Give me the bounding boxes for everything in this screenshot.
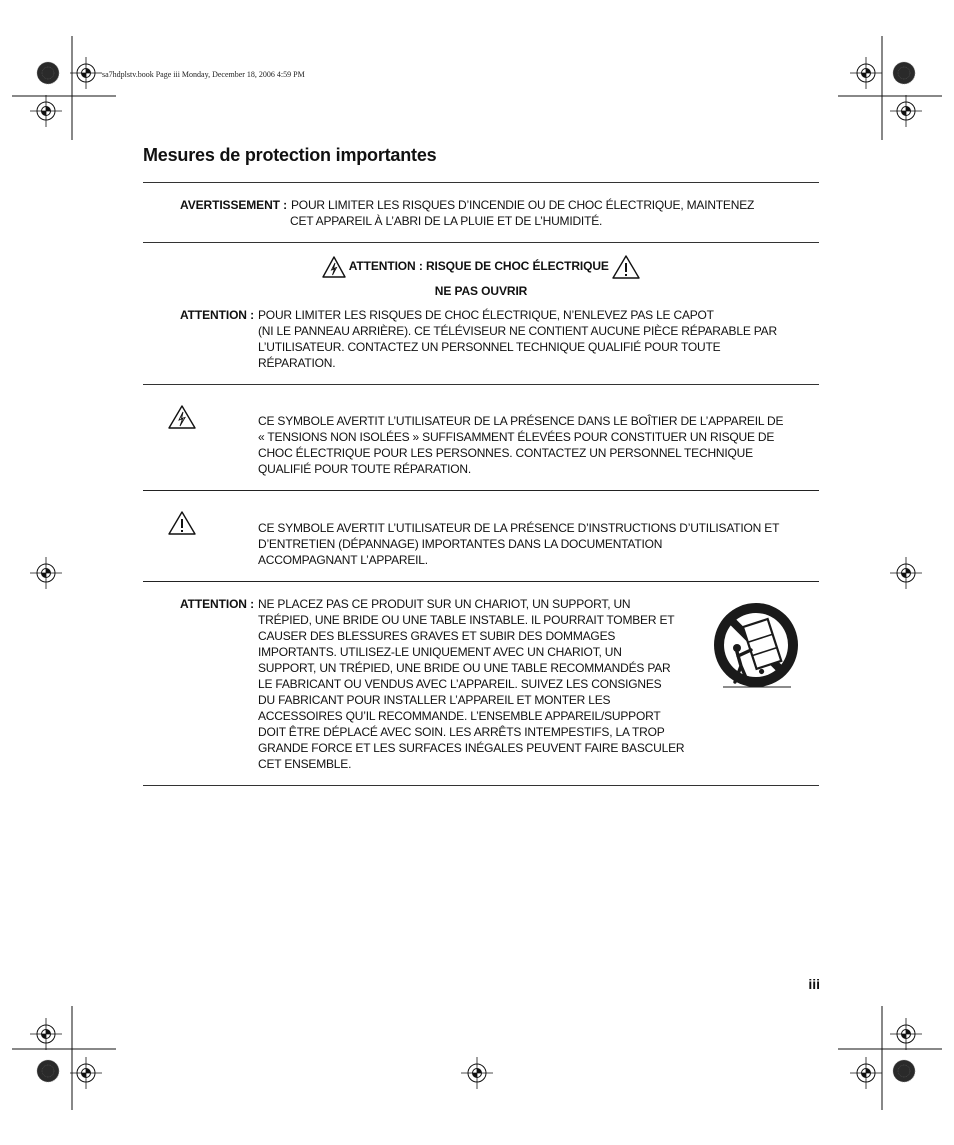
lightning-triangle-icon	[168, 405, 196, 429]
divider	[143, 785, 819, 786]
caution-cart-line: IMPORTANTS. UTILISEZ-LE UNIQUEMENT AVEC UN CHARIOT, UN	[258, 645, 622, 659]
lightning-symbol-line: « TENSIONS NON ISOLÉES » SUFFISAMMENT ÉLEVÉES POUR CONSTITUER UN RISQUE DE	[258, 430, 775, 444]
warning-line: POUR LIMITER LES RISQUES D’INCENDIE OU DE CHOC ÉLECTRIQUE, MAINTENEZ	[291, 198, 755, 212]
shock-notice-heading	[143, 255, 819, 279]
warning-label: AVERTISSEMENT :	[180, 198, 287, 212]
divider	[143, 581, 819, 582]
lightning-triangle-icon	[322, 256, 346, 278]
lightning-symbol-line: CE SYMBOLE AVERTIT L’UTILISATEUR DE LA PRÉSENCE DANS LE BOÎTIER DE L’APPAREIL DE	[258, 414, 784, 428]
caution-cart-line: CAUSER DES BLESSURES GRAVES ET SUBIR DES DOMMAGES	[258, 629, 616, 643]
star-target-icon	[893, 1060, 915, 1082]
exclamation-symbol-text	[258, 520, 779, 568]
registration-mark-icon	[850, 57, 882, 89]
warning-line: CET APPAREIL À L’ABRI DE LA PLUIE ET DE L’HUMIDITÉ.	[290, 214, 603, 228]
caution-cart-line: DU FABRICANT POUR INSTALLER L’APPAREIL ET MONTER LES	[258, 693, 611, 707]
page-title: Mesures de protection importantes	[143, 145, 437, 165]
caution-cart-line: DOIT ÊTRE DÉPLACÉ AVEC SOIN. LES ARRÊTS INTEMPESTIFS, LA TROP	[258, 725, 665, 739]
registration-mark-icon	[70, 1057, 102, 1089]
exclamation-symbol-line: D’ENTRETIEN (DÉPANNAGE) IMPORTANTES DANS LA DOCUMENTATION	[258, 537, 663, 551]
registration-mark-icon	[890, 1018, 922, 1050]
registration-mark-icon	[70, 57, 102, 89]
exclamation-symbol-line: CE SYMBOLE AVERTIT L’UTILISATEUR DE LA PRÉSENCE D’INSTRUCTIONS D’UTILISATION ET	[258, 521, 780, 535]
registration-mark-icon	[890, 95, 922, 127]
caution-cover-text	[258, 307, 777, 371]
caution-cart-line: GRANDE FORCE ET LES SURFACES INÉGALES PEUVENT FAIRE BASCULER	[258, 741, 685, 755]
caution-cart-line: SUPPORT, UN TRÉPIED, UNE BRIDE OU UNE TABLE RECOMMANDÉS PAR	[258, 661, 671, 675]
divider	[143, 242, 819, 243]
star-target-icon	[37, 1060, 59, 1082]
exclamation-symbol-line: ACCOMPAGNANT L’APPAREIL.	[258, 553, 428, 567]
caution-cart-text	[258, 596, 684, 772]
warning-text	[291, 197, 754, 229]
star-target-icon	[37, 62, 59, 84]
registration-mark-icon	[30, 557, 62, 589]
shock-notice-subheading: NE PAS OUVRIR	[434, 284, 528, 298]
lightning-symbol-line: QUALIFIÉ POUR TOUTE RÉPARATION.	[258, 462, 471, 476]
lightning-symbol-text	[258, 413, 783, 477]
registration-mark-icon	[461, 1057, 493, 1089]
registration-mark-icon	[890, 557, 922, 589]
divider	[143, 182, 819, 183]
page-number: iii	[808, 976, 820, 992]
cart-tipover-warning-icon	[711, 600, 801, 690]
caution-cart-line: CET ENSEMBLE.	[258, 757, 352, 771]
exclamation-triangle-icon	[612, 255, 640, 279]
caution-cover-label: ATTENTION :	[180, 308, 254, 322]
exclamation-triangle-icon	[168, 511, 196, 535]
caution-cart-line: ACCESSOIRES QU’IL RECOMMANDE. L’ENSEMBLE APPAREIL/SUPPORT	[258, 709, 661, 723]
registration-mark-icon	[30, 95, 62, 127]
print-header-note: sa7hdplstv.book Page iii Monday, December 18, 2006 4:59 PM	[102, 70, 305, 79]
divider	[143, 384, 819, 385]
registration-mark-icon	[850, 1057, 882, 1089]
shock-notice-line: ATTENTION : RISQUE DE CHOC ÉLECTRIQUE	[348, 259, 609, 274]
caution-cover-line: (NI LE PANNEAU ARRIÈRE). CE TÉLÉVISEUR NE CONTIENT AUCUNE PIÈCE RÉPARABLE PAR	[258, 324, 777, 338]
caution-cart-line: LE FABRICANT OU VENDUS AVEC L’APPAREIL. SUIVEZ LES CONSIGNES	[258, 677, 662, 691]
lightning-symbol-line: CHOC ÉLECTRIQUE POUR LES PERSONNES. CONTACTEZ UN PERSONNEL TECHNIQUE	[258, 446, 753, 460]
caution-cart-label: ATTENTION :	[180, 597, 254, 611]
caution-cover-line: L’UTILISATEUR. CONTACTEZ UN PERSONNEL TECHNIQUE QUALIFIÉ POUR TOUTE	[258, 340, 721, 354]
divider	[143, 490, 819, 491]
registration-mark-icon	[30, 1018, 62, 1050]
caution-cart-line: TRÉPIED, UNE BRIDE OU UNE TABLE INSTABLE. IL POURRAIT TOMBER ET	[258, 613, 675, 627]
caution-cover-line: RÉPARATION.	[258, 356, 336, 370]
caution-cover-line: POUR LIMITER LES RISQUES DE CHOC ÉLECTRIQUE, N’ENLEVEZ PAS LE CAPOT	[258, 308, 714, 322]
caution-cart-line: NE PLACEZ PAS CE PRODUIT SUR UN CHARIOT, UN SUPPORT, UN	[258, 597, 631, 611]
star-target-icon	[893, 62, 915, 84]
